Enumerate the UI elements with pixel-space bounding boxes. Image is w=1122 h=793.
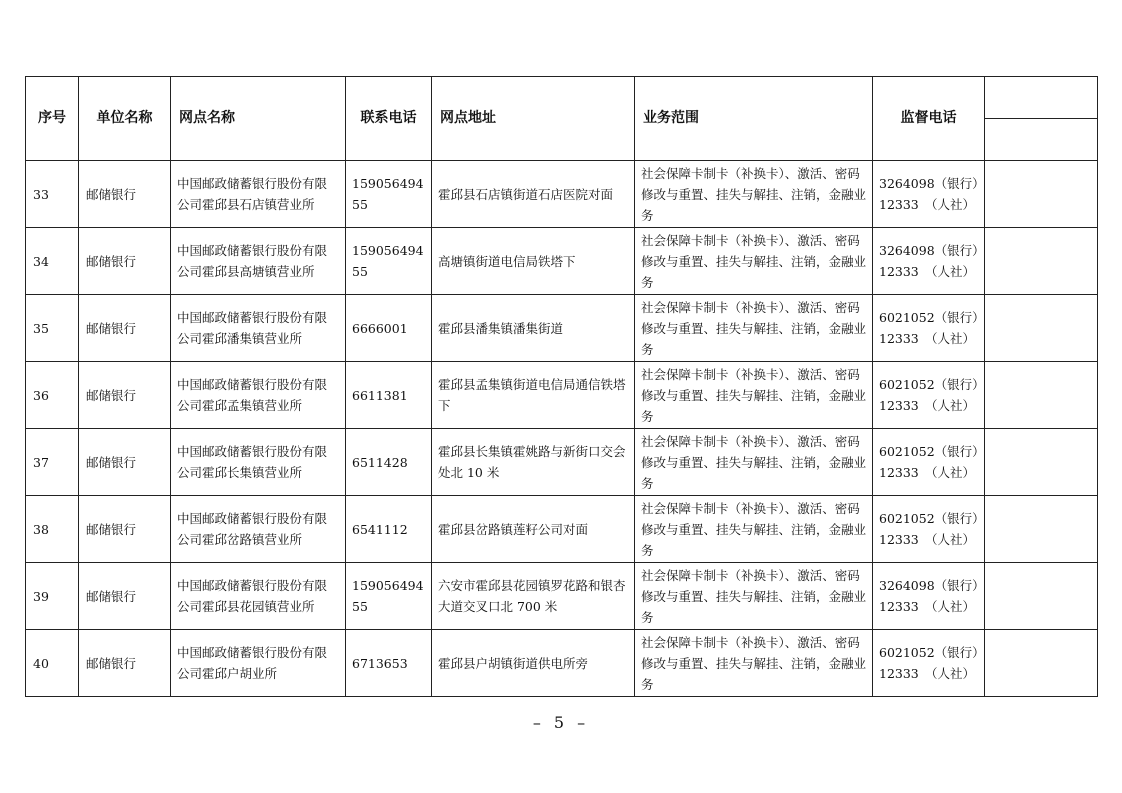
cell-outlet: 中国邮政储蓄银行股份有限公司霍邱县花园镇营业所: [171, 563, 346, 630]
cell-outlet: 中国邮政储蓄银行股份有限公司霍邱县石店镇营业所: [171, 161, 346, 228]
table-row: [26, 295, 1098, 362]
cell-scope: 社会保障卡制卡（补换卡）、激活、密码修改与重置、挂失与解挂、注销，金融业务: [635, 295, 873, 362]
cell-scope: 社会保障卡制卡（补换卡）、激活、密码修改与重置、挂失与解挂、注销，金融业务: [635, 496, 873, 563]
cell-blank: [985, 563, 1098, 630]
cell-unit: 邮储银行: [79, 228, 171, 295]
cell-unit: 邮储银行: [79, 630, 171, 697]
supervise-bank-phone: 6021052（银行）: [879, 310, 985, 325]
cell-phone: 6713653: [346, 630, 432, 697]
table-row: [26, 429, 1098, 496]
cell-supervise: [873, 429, 985, 496]
supervise-hr-phone: 12333 （人社）: [879, 465, 976, 480]
header-blank: [985, 77, 1098, 161]
cell-unit: 邮储银行: [79, 362, 171, 429]
cell-address: 霍邱县孟集镇街道电信局通信铁塔下: [432, 362, 635, 429]
header-supervise: 监督电话: [873, 77, 985, 161]
cell-unit: 邮储银行: [79, 295, 171, 362]
cell-seq: 37: [26, 429, 79, 496]
cell-address: 霍邱县长集镇霍姚路与新街口交会处北 10 米: [432, 429, 635, 496]
supervise-bank-phone: 3264098（银行）: [879, 243, 985, 258]
supervise-hr-phone: 12333 （人社）: [879, 264, 976, 279]
header-scope: 业务范围: [635, 77, 873, 161]
cell-outlet: 中国邮政储蓄银行股份有限公司霍邱长集镇营业所: [171, 429, 346, 496]
supervise-hr-phone: 12333 （人社）: [879, 331, 976, 346]
cell-blank: [985, 630, 1098, 697]
cell-phone: 6611381: [346, 362, 432, 429]
header-seq: 序号: [26, 77, 79, 161]
cell-unit: 邮储银行: [79, 161, 171, 228]
supervise-bank-phone: 6021052（银行）: [879, 444, 985, 459]
page-number: – 5 –: [532, 713, 590, 732]
cell-supervise: [873, 496, 985, 563]
cell-address: 霍邱县户胡镇街道供电所旁: [432, 630, 635, 697]
cell-supervise: [873, 563, 985, 630]
cell-phone: 15905649455: [346, 161, 432, 228]
table-row: [26, 228, 1098, 295]
cell-outlet: 中国邮政储蓄银行股份有限公司霍邱县高塘镇营业所: [171, 228, 346, 295]
table-header-row: [26, 77, 1098, 161]
table-row: [26, 563, 1098, 630]
table-row: [26, 496, 1098, 563]
supervise-bank-phone: 6021052（银行）: [879, 377, 985, 392]
supervise-bank-phone: 3264098（银行）: [879, 578, 985, 593]
cell-address: 霍邱县石店镇街道石店医院对面: [432, 161, 635, 228]
cell-outlet: 中国邮政储蓄银行股份有限公司霍邱户胡业所: [171, 630, 346, 697]
cell-unit: 邮储银行: [79, 496, 171, 563]
cell-scope: 社会保障卡制卡（补换卡）、激活、密码修改与重置、挂失与解挂、注销，金融业务: [635, 563, 873, 630]
header-unit: 单位名称: [79, 77, 171, 161]
cell-supervise: [873, 295, 985, 362]
cell-seq: 39: [26, 563, 79, 630]
table-row: [26, 362, 1098, 429]
supervise-hr-phone: 12333 （人社）: [879, 599, 976, 614]
cell-address: 霍邱县潘集镇潘集街道: [432, 295, 635, 362]
cell-unit: 邮储银行: [79, 563, 171, 630]
supervise-hr-phone: 12333 （人社）: [879, 197, 976, 212]
cell-seq: 38: [26, 496, 79, 563]
cell-address: 高塘镇街道电信局铁塔下: [432, 228, 635, 295]
header-address: 网点地址: [432, 77, 635, 161]
cell-blank: [985, 161, 1098, 228]
cell-phone: 6666001: [346, 295, 432, 362]
cell-blank: [985, 295, 1098, 362]
cell-outlet: 中国邮政储蓄银行股份有限公司霍邱潘集镇营业所: [171, 295, 346, 362]
supervise-hr-phone: 12333 （人社）: [879, 532, 976, 547]
cell-phone: 15905649455: [346, 228, 432, 295]
cell-phone: 6541112: [346, 496, 432, 563]
supervise-bank-phone: 3264098（银行）: [879, 176, 985, 191]
cell-seq: 40: [26, 630, 79, 697]
header-outlet: 网点名称: [171, 77, 346, 161]
cell-seq: 33: [26, 161, 79, 228]
cell-blank: [985, 228, 1098, 295]
cell-address: 六安市霍邱县花园镇罗花路和银杏大道交叉口北 700 米: [432, 563, 635, 630]
table-row: [26, 161, 1098, 228]
cell-seq: 36: [26, 362, 79, 429]
supervise-hr-phone: 12333 （人社）: [879, 666, 976, 681]
cell-outlet: 中国邮政储蓄银行股份有限公司霍邱岔路镇营业所: [171, 496, 346, 563]
cell-supervise: [873, 228, 985, 295]
header-phone: 联系电话: [346, 77, 432, 161]
cell-phone: 15905649455: [346, 563, 432, 630]
cell-blank: [985, 496, 1098, 563]
cell-blank: [985, 429, 1098, 496]
cell-outlet: 中国邮政储蓄银行股份有限公司霍邱孟集镇营业所: [171, 362, 346, 429]
cell-scope: 社会保障卡制卡（补换卡）、激活、密码修改与重置、挂失与解挂、注销，金融业务: [635, 429, 873, 496]
cell-seq: 35: [26, 295, 79, 362]
cell-scope: 社会保障卡制卡（补换卡）、激活、密码修改与重置、挂失与解挂、注销，金融业务: [635, 228, 873, 295]
supervise-hr-phone: 12333 （人社）: [879, 398, 976, 413]
cell-unit: 邮储银行: [79, 429, 171, 496]
cell-blank: [985, 362, 1098, 429]
cell-supervise: [873, 630, 985, 697]
cell-scope: 社会保障卡制卡（补换卡）、激活、密码修改与重置、挂失与解挂、注销，金融业务: [635, 161, 873, 228]
supervise-bank-phone: 6021052（银行）: [879, 511, 985, 526]
cell-supervise: [873, 161, 985, 228]
cell-scope: 社会保障卡制卡（补换卡）、激活、密码修改与重置、挂失与解挂、注销，金融业务: [635, 362, 873, 429]
cell-seq: 34: [26, 228, 79, 295]
cell-address: 霍邱县岔路镇莲籽公司对面: [432, 496, 635, 563]
cell-scope: 社会保障卡制卡（补换卡）、激活、密码修改与重置、挂失与解挂、注销，金融业务: [635, 630, 873, 697]
supervise-bank-phone: 6021052（银行）: [879, 645, 985, 660]
outlet-table: [25, 76, 1098, 697]
table-row: [26, 630, 1098, 697]
header-split-line: [985, 77, 1097, 119]
cell-supervise: [873, 362, 985, 429]
cell-phone: 6511428: [346, 429, 432, 496]
